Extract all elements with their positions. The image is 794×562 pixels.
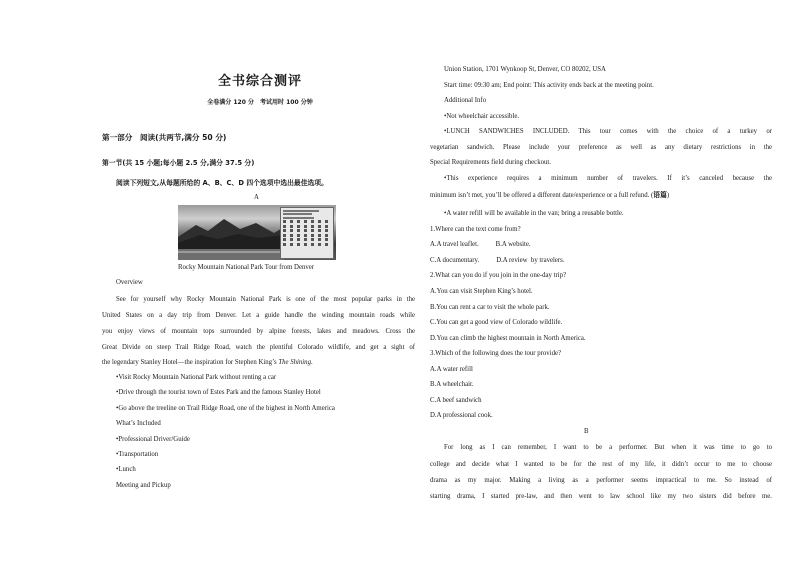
photo-caption: Rocky Mountain National Park Tour from Denver [178, 264, 315, 271]
info-item: •Not wheelchair accessible. [444, 113, 520, 120]
start-time-line: Start time: 09:30 am; End point: This activity ends back at the meeting point. [444, 82, 654, 89]
included-item: •Lunch [116, 466, 136, 473]
included-item: •Transportation [116, 451, 159, 458]
water-line: •A water refill will be available in the van; bring a reusable bottle. [444, 210, 624, 217]
answer-option: B.You can rent a car to visit the whole park. [430, 304, 550, 311]
para-line: Great Divide on steep Trail Ridge Road, watch the plentiful Colorado wildlife, and get a sight of [102, 344, 415, 351]
part-heading: 第一部分 阅读(共两节,满分 50 分) [102, 133, 227, 142]
bullet-item: •Drive through the tourist town of Estes Park and the famous Stanley Hotel [116, 389, 321, 396]
passage-b-line: college and decide what I wanted to be for the rest of my life, it didn’t occur to me to choose [430, 461, 772, 468]
experience-line-last: minimum isn’t met, you’ll be offered a different date/experience or a full refund. (语篇) [430, 191, 670, 199]
para-line: See for yourself why Rocky Mountain National Park is one of the most popular parks in the [116, 296, 415, 303]
meeting-heading: Meeting and Pickup [116, 482, 171, 489]
passage-b-line: drama as my major. Making a living as a performer seems impractical to me. So instead of [430, 477, 772, 484]
overview-heading: Overview [116, 279, 143, 286]
answer-option: A.A water refill [430, 366, 473, 373]
bullet-item: •Visit Rocky Mountain National Park without renting a car [116, 374, 277, 381]
lunch-line: •LUNCH SANDWICHES INCLUDED. This tour comes with the choice of a turkey or [444, 128, 772, 135]
exam-subtitle: 全卷满分 120 分 考试用时 100 分钟 [207, 99, 313, 106]
additional-info-heading: Additional Info [444, 97, 487, 104]
text-type-tag: 语篇 [653, 191, 667, 199]
passage-b-label: B [584, 428, 589, 435]
answer-option: A.A travel leaflet. B.A website. [430, 241, 531, 248]
answer-option: B.A wheelchair. [430, 381, 474, 388]
address-line: Union Station, 1701 Wynkoop St, Denver, CO 80202, USA [444, 66, 606, 73]
question: 2.What can you do if you join in the one-day trip? [430, 272, 567, 279]
passage-b-line: starting drama, I started pre-law, and then went to law school like my two sisters did before me. [430, 493, 772, 500]
mountain-photo [178, 205, 336, 260]
experience-line: •This experience requires a minimum number of travelers. If it’s canceled because the [444, 175, 772, 182]
question: 1.Where can the text come from? [430, 226, 521, 233]
passage-a-label: A [254, 194, 259, 201]
para-line-last: the legendary Stanley Hotel—the inspiration for Stephen King’s The Shining. [102, 359, 313, 366]
para-line: you enjoy views of mountain tops surrounded by alpine forests, lakes and meadows. Cross the [102, 328, 415, 335]
book-title: The Shining [278, 359, 311, 366]
included-heading: What’s Included [116, 420, 161, 427]
answer-option: C.A beef sandwich [430, 397, 482, 404]
passage-b-line: For long as I can remember, I want to be a performer. But when it was time to go to [444, 444, 772, 451]
instruction-text: 阅读下列短文,从每题所给的 A、B、C、D 四个选项中选出最佳选项。 [116, 179, 328, 187]
answer-option: A.You can visit Stephen King’s hotel. [430, 288, 533, 295]
availability-calendar [280, 207, 334, 259]
answer-option: C.A documentary. D.A review by travelers. [430, 257, 565, 264]
question: 3.Which of the following does the tour provide? [430, 350, 561, 357]
section-heading: 第一节(共 15 小题;每小题 2.5 分,满分 37.5 分) [102, 159, 255, 167]
bullet-item: •Go above the treeline on Trail Ridge Road, one of the highest in North America [116, 405, 335, 412]
para-line: United States on a day trip from Denver. Let a guide handle the winding mountain roads while [102, 312, 415, 319]
answer-option: D.A professional cook. [430, 412, 493, 419]
answer-option: D.You can climb the highest mountain in North America. [430, 335, 586, 342]
included-item: •Professional Driver/Guide [116, 436, 190, 443]
lunch-line-last: Special Requirements field during checkout. [430, 159, 551, 166]
page-title: 全书综合测评 [217, 74, 302, 89]
lunch-line: vegetarian sandwich. Please include your preference as well as any dietary restrictions in the [430, 144, 772, 151]
answer-option: C.You can get a good view of Colorado wildlife. [430, 319, 563, 326]
